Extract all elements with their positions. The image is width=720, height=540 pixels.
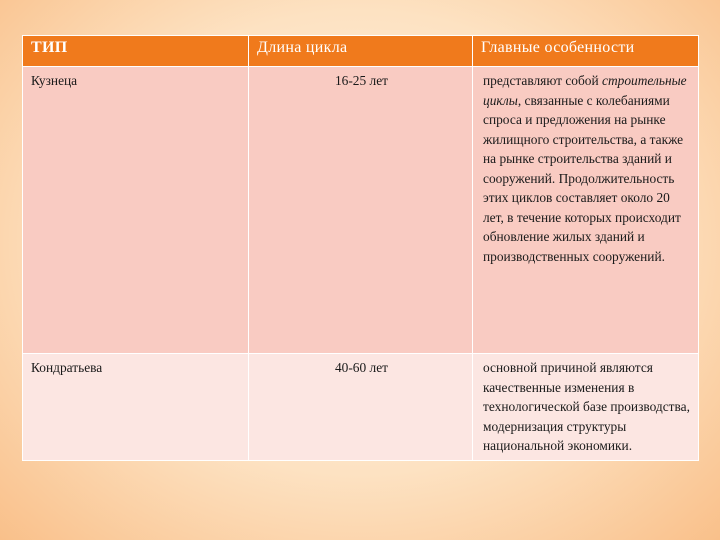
cycles-table bbox=[22, 35, 699, 461]
header-cycle-length: Длина цикла bbox=[249, 36, 473, 67]
desc-emphasis: строительные циклы bbox=[483, 73, 687, 108]
table-row bbox=[23, 67, 699, 354]
cell-type: Кузнеца bbox=[23, 67, 249, 354]
cell-length: 16-25 лет bbox=[249, 67, 473, 354]
header-type: ТИП bbox=[23, 36, 249, 67]
cell-length: 40-60 лет bbox=[249, 354, 473, 461]
cell-type: Кондратьева bbox=[23, 354, 249, 461]
desc-text-end: , связанные с колебаниями спроса и предложения на рынке жилищного строительства, а также на рынке строительства зданий и сооружений. Продолжительность этих циклов составляет около 20 лет, в течение которых происходит обновление жилых зданий и производственных сооружений. bbox=[483, 92, 684, 264]
desc-text-start: представляют собой bbox=[483, 73, 603, 88]
cell-description: основной причиной являются качественные изменения в технологической базе производства, модернизация структуры национальной экономики. bbox=[473, 354, 699, 461]
table-row bbox=[23, 354, 699, 461]
table-header-row bbox=[23, 36, 699, 67]
cell-description bbox=[473, 67, 699, 354]
header-main-features: Главные особенности bbox=[473, 36, 699, 67]
